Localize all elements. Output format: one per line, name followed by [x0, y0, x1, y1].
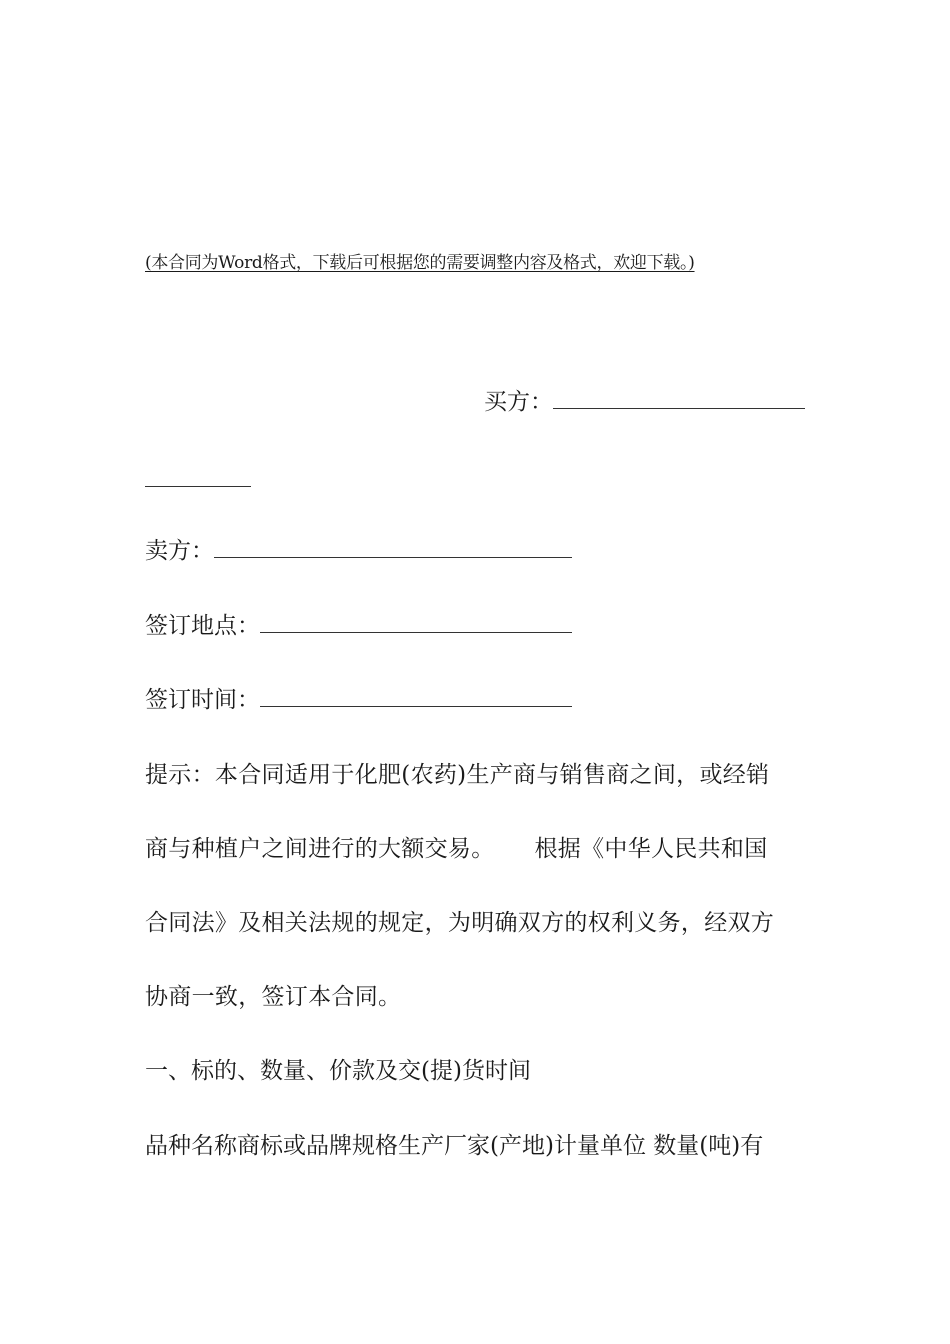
seller-blank	[214, 535, 572, 558]
sign-time-blank	[260, 684, 572, 707]
tip-line-4: 协商一致，签订本合同。	[145, 984, 402, 1010]
sign-place-line	[145, 610, 572, 641]
tip-line-2a: 商与种植户之间进行的大额交易。	[145, 836, 495, 862]
tip-line-3: 合同法》及相关法规的规定，为明确双方的权利义务，经双方	[145, 910, 775, 936]
sign-time-line	[145, 684, 572, 715]
seller-label: 卖方：	[145, 538, 214, 564]
seller-line	[145, 535, 572, 566]
format-note: (本合同为Word格式，下载后可根据您的需要调整内容及格式，欢迎下载。)	[145, 253, 695, 273]
buyer-blank	[553, 386, 805, 409]
section-1-heading: 一、标的、数量、价款及交(提)货时间	[145, 1058, 531, 1084]
buyer-line	[484, 386, 805, 417]
tip-line-2	[145, 812, 810, 886]
buyer-blank-continued	[145, 486, 251, 487]
table-header-text: 品种名称商标或品牌规格生产厂家(产地)计量单位 数量(吨)有	[145, 1133, 764, 1159]
sign-place-label: 签订地点：	[145, 613, 260, 639]
sign-place-blank	[260, 610, 572, 633]
tip-line-1: 提示：本合同适用于化肥(农药)生产商与销售商之间，或经销	[145, 762, 770, 788]
sign-time-label: 签订时间：	[145, 687, 260, 713]
tip-paragraph	[145, 738, 810, 1034]
tip-line-2b: 根据《中华人民共和国	[534, 836, 768, 862]
buyer-label: 买方：	[484, 389, 553, 415]
